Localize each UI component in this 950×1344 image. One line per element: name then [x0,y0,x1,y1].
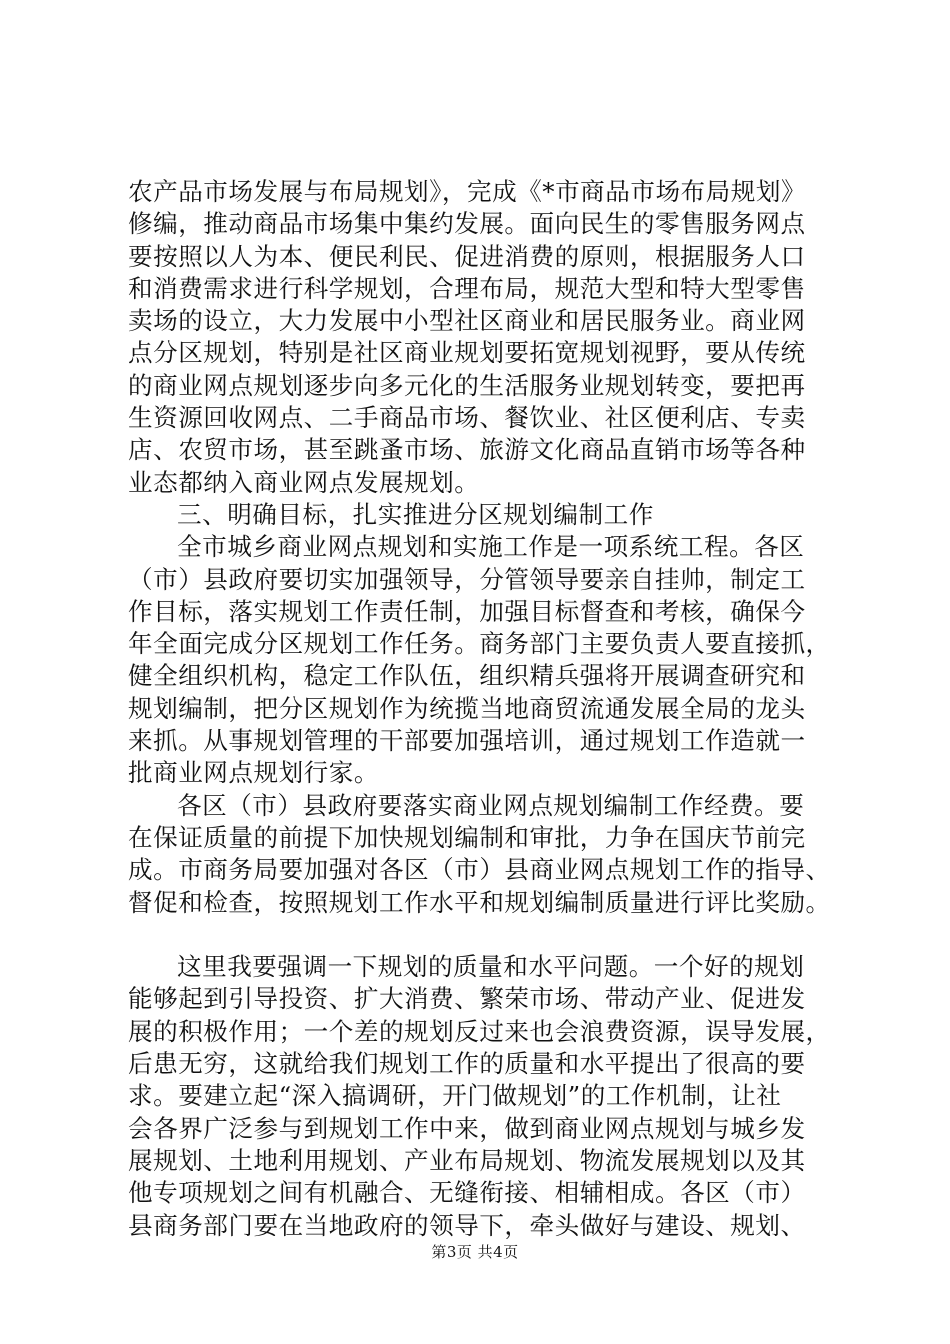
text-line: 生资源回收网点、二手商品市场、餐饮业、社区便利店、专卖 [128,403,806,433]
text-line: 修编，推动商品市场集中集约发展。面向民生的零售服务网点 [128,209,806,239]
text-line: 卖场的设立，大力发展中小型社区商业和居民服务业。商业网 [128,306,806,336]
text-line: 后患无穷，这就给我们规划工作的质量和水平提出了很高的要 [128,1049,806,1079]
text-line: 来抓。从事规划管理的干部要加强培训，通过规划工作造就一 [128,726,806,756]
paragraph-gap [128,919,848,951]
text-line: 展规划、土地利用规划、产业布局规划、物流发展规划以及其 [128,1145,806,1175]
text-line: 成。市商务局要加强对各区（市）县商业网点规划工作的指导、 [128,855,831,885]
text-line: 求。要建立起“深入搞调研，开门做规划”的工作机制，让社 [128,1081,782,1111]
text-line: 业态都纳入商业网点发展规划。 [128,467,480,497]
text-line: 在保证质量的前提下加快规划编制和审批，力争在国庆节前完 [128,822,806,852]
page-footer: 第3页 共4页 [431,1243,519,1261]
text-line: 和消费需求进行科学规划，合理布局，规范大型和特大型零售 [128,273,806,303]
text-line: 展的积极作用；一个差的规划反过来也会浪费资源，误导发展， [128,1016,831,1046]
text-line: 健全组织机构，稳定工作队伍，组织精兵强将开展调查研究和 [128,661,806,691]
text-line: 农产品市场发展与布局规划》，完成《*市商品市场布局规划》 [128,177,807,206]
text-line: 这里我要强调一下规划的质量和水平问题。一个好的规划 [177,952,805,982]
text-line: 县商务部门要在当地政府的领导下，牵头做好与建设、规划、 [128,1210,806,1240]
document-body [128,176,848,1242]
text-line: 他专项规划之间有机融合、无缝衔接、相辅相成。各区（市） [128,1178,806,1208]
text-line: 作目标，落实规划工作责任制，加强目标督查和考核，确保今 [128,596,806,626]
text-line: 点分区规划，特别是社区商业规划要拓宽规划视野，要从传统 [128,338,806,368]
section-heading: 三、明确目标，扎实推进分区规划编制工作 [177,499,654,529]
text-line: 能够起到引导投资、扩大消费、繁荣市场、带动产业、促进发 [128,984,806,1014]
text-line: 要按照以人为本、便民利民、促进消费的原则，根据服务人口 [128,241,806,271]
text-line: 批商业网点规划行家。 [128,758,379,788]
text-line: 会各界广泛参与到规划工作中来，做到商业网点规划与城乡发 [128,1113,806,1143]
text-line: 的商业网点规划逐步向多元化的生活服务业规划转变，要把再 [128,370,806,400]
text-line: 年全面完成分区规划工作任务。商务部门主要负责人要直接抓， [128,629,831,659]
text-line: 督促和检查，按照规划工作水平和规划编制质量进行评比奖励。 [128,887,831,917]
text-line: 全市城乡商业网点规划和实施工作是一项系统工程。各区 [177,532,805,562]
text-line: 规划编制，把分区规划作为统揽当地商贸流通发展全局的龙头 [128,693,806,723]
text-line: 店、农贸市场，甚至跳蚤市场、旅游文化商品直销市场等各种 [128,435,806,465]
text-line: （市）县政府要切实加强领导，分管领导要亲自挂帅，制定工 [128,564,806,594]
text-line: 各区（市）县政府要落实商业网点规划编制工作经费。要 [177,790,805,820]
